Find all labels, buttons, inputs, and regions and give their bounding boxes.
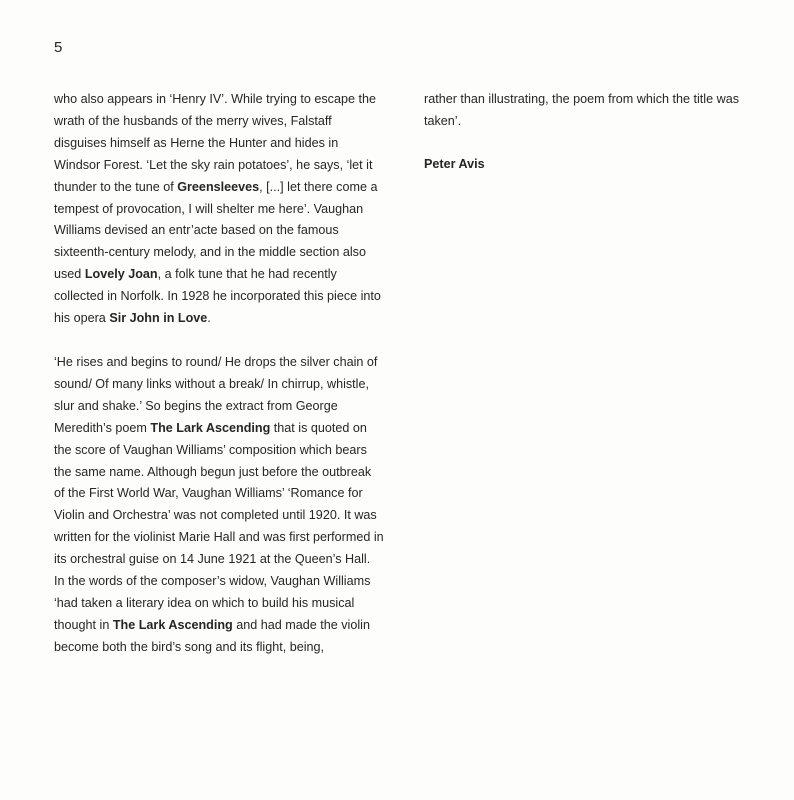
bold-title-sir-john-in-love: Sir John in Love xyxy=(109,311,208,326)
text-run: ‘He rises and begins to round/ He drops the silver chain of sound/ Of many links without a break/ In chirrup, whistle, slur and shake.’ So begins the extract from George Meredith’s poem xyxy=(54,354,378,435)
paragraph-lark-ascending xyxy=(54,352,384,659)
author-signature: Peter Avis xyxy=(424,156,485,171)
text-run: . xyxy=(207,311,211,326)
bold-title-greensleeves: Greensleeves xyxy=(177,179,260,194)
text-run: who also appears in ‘Henry IV’. While trying to escape the wrath of the husbands of the merry wives, Falstaff disguises himself as Herne the Hunter and hides in Windsor Forest. ‘Let the sky rain potatoes’, he says, ‘let it thunder to the tune of xyxy=(54,92,377,194)
bold-title-lovely-joan: Lovely Joan xyxy=(84,267,158,282)
text-run: , [...] let there come a tempest of provocation, I will shelter me here’. Vaughan Williams devised an entr’acte based on the famous sixteenth-century melody, and in the middle section also used xyxy=(54,179,378,282)
paragraph-continuation: rather than illustrating, the poem from which the title was taken’. xyxy=(424,92,739,128)
paragraph-falstaff xyxy=(54,89,384,330)
text-run: and had made the violin become both the bird’s song and its flight, being, xyxy=(54,617,370,654)
right-column xyxy=(424,89,754,176)
page-number: 5 xyxy=(54,39,63,56)
left-column xyxy=(54,89,384,659)
text-run: that is quoted on the score of Vaughan Williams’ composition which bears the same name. Although begun just before the outbreak of the First World War, Vaughan Williams’ ‘Romance for Violin and Orchestra’ was not completed until 1920. It was written for the violinist Marie Hall and was first performed in its orchestral guise on 14 June 1921 at the Queen’s Hall. In the words of the composer’s widow, Vaughan Williams ‘had taken a literary idea on which to build his musical thought in xyxy=(54,420,384,632)
bold-title-the-lark-ascending: The Lark Ascending xyxy=(150,420,271,435)
bold-title-the-lark-ascending: The Lark Ascending xyxy=(112,617,233,632)
text-run: , a folk tune that he had recently collected in Norfolk. In 1928 he incorporated this piece into his opera xyxy=(54,267,381,326)
paragraph-spacer xyxy=(54,330,384,352)
